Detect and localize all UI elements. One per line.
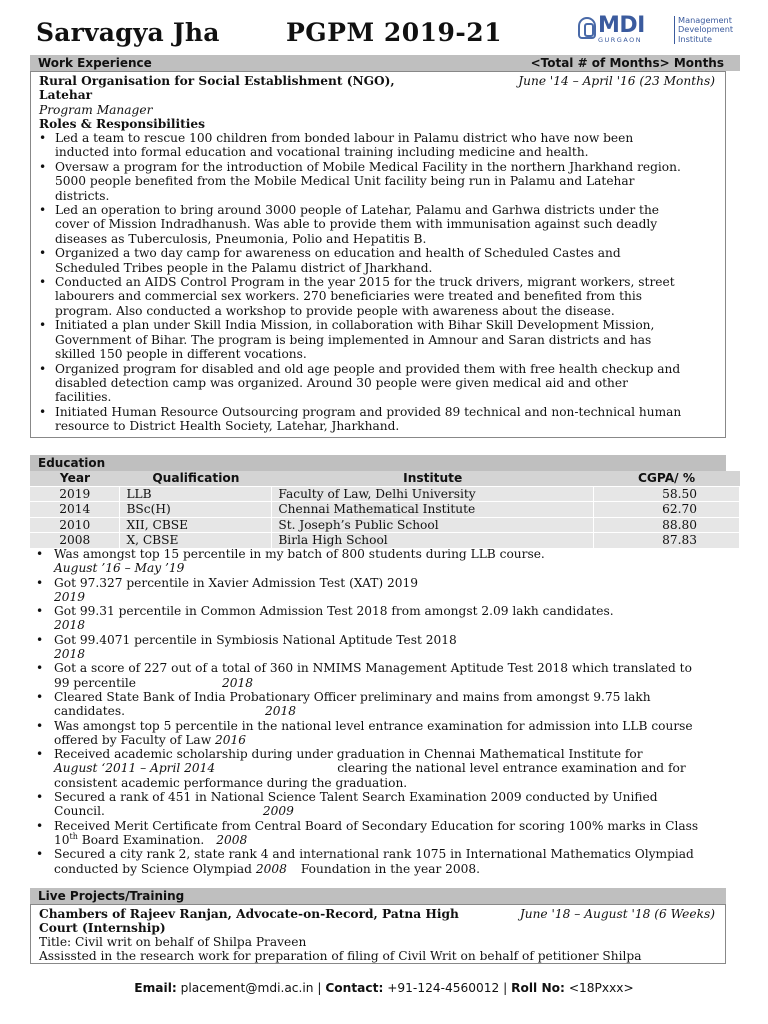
achievement-date: August ’16 – May ’19: [54, 561, 185, 576]
header: [36, 14, 732, 50]
list-item: • Organized program for disabled and old age people and provided them with free health checkup and disabled detection camp was organized. Around 30 people were given medical aid and other facilities.: [39, 362, 723, 405]
work-experience-heading: Work Experience: [38, 56, 152, 70]
list-item: • Received academic scholarship during under graduation in Chennai Mathematical Institute for August ‘2011 – April 2014 clearing the national level entrance examination and for consistent academic performance during the graduation.: [36, 747, 740, 790]
list-item: • Initiated a plan under Skill India Mission, in collaboration with Bihar Skill Development Mission, Government of Bihar. The program is being implemented in Amnour and Saran districts and has skilled 150 people in different vocations.: [39, 318, 723, 361]
project-description: Assissted in the research work for preparation of filing of Civil Writ on behalf of petitioner Shilpa: [39, 949, 642, 963]
project-dates: June '18 – August '18 (6 Weeks): [519, 907, 715, 921]
list-item: • Oversaw a program for the introduction of Mobile Medical Facility in the northern Jharkhand region. 5000 people benefited from the Mobile Medical Unit facility being run in Palamu and Latehar districts.: [39, 160, 723, 203]
list-item: • Conducted an AIDS Control Program in the year 2015 for the truck drivers, migrant workers, street labourers and commercial sex workers. 270 beneficiaries were treated and benefited from this program. Also conducted a workshop to provide people with awareness about the disease.: [39, 275, 723, 318]
responsibilities-list: [39, 131, 723, 434]
mdi-emblem-icon: [578, 17, 596, 39]
email-link[interactable]: placement@mdi.ac.in: [180, 981, 314, 995]
achievement-date: 2008: [255, 861, 287, 876]
project-title: Chambers of Rajeev Ranjan, Advocate-on-Record, Patna High Court (Internship): [39, 907, 459, 936]
live-projects-box: [30, 904, 726, 964]
list-item: • Got a score of 227 out of a total of 360 in NMIMS Management Aptitude Test 2018 which translated to 99 percentile 2018: [36, 661, 740, 690]
list-item: • Was amongst top 5 percentile in the national level entrance examination for admission into LLB course offered by Faculty of Law 2016: [36, 719, 740, 748]
list-item: • Got 99.31 percentile in Common Admission Test 2018 from amongst 2.09 lakh candidates. 2018: [36, 604, 740, 633]
education-heading: Education: [38, 456, 106, 470]
live-projects-heading: Live Projects/Training: [38, 889, 185, 903]
project-subtitle: Title: Civil writ on behalf of Shilpa Praveen: [39, 935, 307, 949]
contact-number: +91-124-4560012: [387, 981, 500, 995]
work-experience-box: [30, 71, 726, 438]
work-experience-bar: [30, 55, 740, 71]
achievement-date: 2018: [54, 647, 86, 662]
organisation-name: Rural Organisation for Social Establishment (NGO), Latehar: [39, 74, 395, 102]
table-header-row: [30, 471, 740, 486]
achievement-date: 2018: [54, 618, 86, 633]
achievements-list: [36, 547, 740, 876]
logo-sub-text: GURGAON: [598, 36, 643, 44]
achievement-date: 2009: [262, 804, 294, 819]
column-header: Qualification: [120, 471, 272, 486]
work-dates: June '14 – April '16 (23 Months): [518, 74, 715, 88]
candidate-name: Sarvagya Jha: [36, 18, 220, 47]
table-row: 2010 XII, CBSE St. Joseph’s Public School 88.80: [30, 517, 740, 533]
list-item: • Secured a city rank 2, state rank 4 and international rank 1075 in International Mathematics Olympiad conducted by Science Olympiad 2008 Foundation in the year 2008.: [36, 847, 740, 876]
footer: Email: placement@mdi.ac.in | Contact: +91-124-4560012 | Roll No: <18Pxxx>: [134, 981, 634, 995]
achievement-date: 2018: [222, 675, 254, 690]
list-item: • Led a team to rescue 100 children from bonded labour in Palamu district who have now been inducted into formal education and vocational training including medicine and health.: [39, 131, 723, 160]
column-header: Institute: [272, 471, 594, 486]
column-header: CGPA/ %: [594, 471, 740, 486]
column-header: Year: [30, 471, 120, 486]
contact-label: Contact:: [325, 981, 384, 995]
table-row: 2019 LLB Faculty of Law, Delhi University 58.50: [30, 486, 740, 502]
list-item: • Secured a rank of 451 in National Science Talent Search Examination 2009 conducted by Unified Council. 2009: [36, 790, 740, 819]
achievement-date: August ‘2011 – April 2014: [54, 761, 216, 776]
logo-full-name: Management Development Institute: [678, 15, 734, 44]
email-label: Email:: [134, 981, 177, 995]
mdi-logo: [578, 13, 734, 46]
achievement-date: 2008: [216, 832, 248, 847]
roll-number: <18Pxxx>: [568, 981, 634, 995]
total-months: <Total # of Months> Months: [530, 56, 724, 70]
list-item: • Was amongst top 15 percentile in my batch of 800 students during LLB course. August ’16 – May ’19: [36, 547, 740, 576]
education-bar: [30, 455, 726, 471]
list-item: • Received Merit Certificate from Central Board of Secondary Education for scoring 100% marks in Class 10th Board Examination. 2008: [36, 819, 740, 848]
roles-heading: Roles & Responsibilities: [39, 117, 206, 131]
job-role: Program Manager: [39, 103, 153, 117]
roll-label: Roll No:: [511, 981, 565, 995]
education-table: [30, 471, 740, 548]
list-item: • Got 97.327 percentile in Xavier Admission Test (XAT) 2019 2019: [36, 576, 740, 605]
list-item: • Led an operation to bring around 3000 people of Latehar, Palamu and Garhwa districts under the cover of Mission Indradhanush. Was able to provide them with immunisation against such deadly diseases as Tuberculosis, Pneumonia, Polio and Hepatitis B.: [39, 203, 723, 246]
logo-mark-text: MDI: [598, 13, 645, 38]
list-item: • Cleared State Bank of India Probationary Officer preliminary and mains from amongst 9.75 lakh candidates. 2018: [36, 690, 740, 719]
table-row: 2008 X, CBSE Birla High School 87.83: [30, 533, 740, 548]
table-row: 2014 BSc(H) Chennai Mathematical Institute 62.70: [30, 502, 740, 518]
achievement-date: 2019: [54, 589, 86, 604]
program-title: PGPM 2019-21: [286, 18, 503, 47]
logo-divider: [674, 16, 675, 44]
live-projects-bar: [30, 888, 726, 904]
list-item: • Initiated Human Resource Outsourcing program and provided 89 technical and non-technical human resource to District Health Society, Latehar, Jharkhand.: [39, 405, 723, 434]
achievement-date: 2018: [264, 704, 296, 719]
list-item: • Organized a two day camp for awareness on education and health of Scheduled Castes and Scheduled Tribes people in the Palamu district of Jharkhand.: [39, 246, 723, 275]
list-item: • Got 99.4071 percentile in Symbiosis National Aptitude Test 2018 2018: [36, 633, 740, 662]
achievement-date: 2016: [215, 732, 247, 747]
